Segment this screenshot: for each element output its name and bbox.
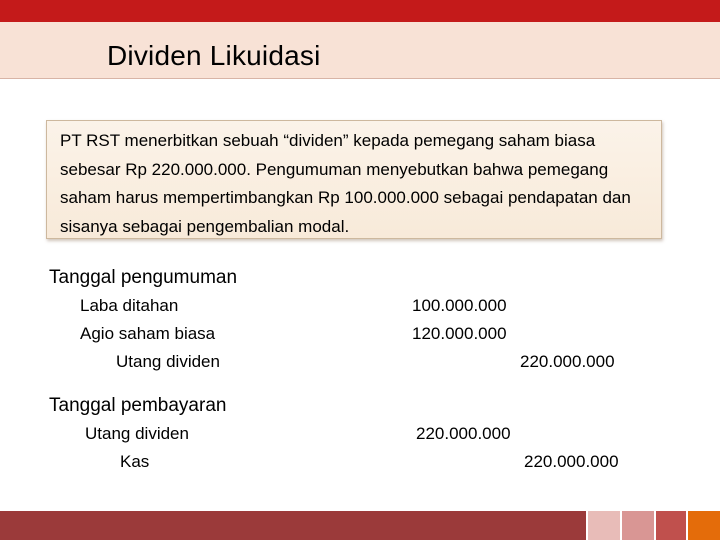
announcement-heading: Tanggal pengumuman xyxy=(49,267,238,288)
footer-segment-rose xyxy=(622,511,654,540)
announcement-debit-amount-1: 100.000.000 xyxy=(412,296,507,315)
payment-credit-account: Kas xyxy=(120,452,150,471)
announcement-credit-amount: 220.000.000 xyxy=(520,352,615,371)
header-bar xyxy=(0,0,720,22)
footer-segment-red xyxy=(656,511,686,540)
payment-debit-account: Utang dividen xyxy=(85,424,189,443)
intro-text: PT RST menerbitkan sebuah “dividen” kepada pemegang saham biasa sebesar Rp 220.000.000. Pengumuman menyebutkan bahwa pemegang saham harus mempertimbangkan Rp 100.000.000 sebagai pendapatan dan sisanya sebagai pengembalian modal. xyxy=(60,131,631,236)
footer-segment-light xyxy=(588,511,620,540)
footer-segment-orange xyxy=(688,511,720,540)
payment-heading: Tanggal pembayaran xyxy=(49,395,227,416)
announcement-credit-account: Utang dividen xyxy=(116,352,220,371)
announcement-debit-amount-2: 120.000.000 xyxy=(412,324,507,343)
announcement-debit-account-2: Agio saham biasa xyxy=(80,324,216,343)
intro-textbox xyxy=(46,120,662,239)
payment-debit-amount: 220.000.000 xyxy=(416,424,511,443)
footer-bar xyxy=(0,511,720,540)
announcement-debit-account-1: Laba ditahan xyxy=(80,296,179,315)
payment-credit-amount: 220.000.000 xyxy=(524,452,619,471)
slide-title: Dividen Likuidasi xyxy=(107,40,321,71)
footer-segment-main xyxy=(0,511,586,540)
